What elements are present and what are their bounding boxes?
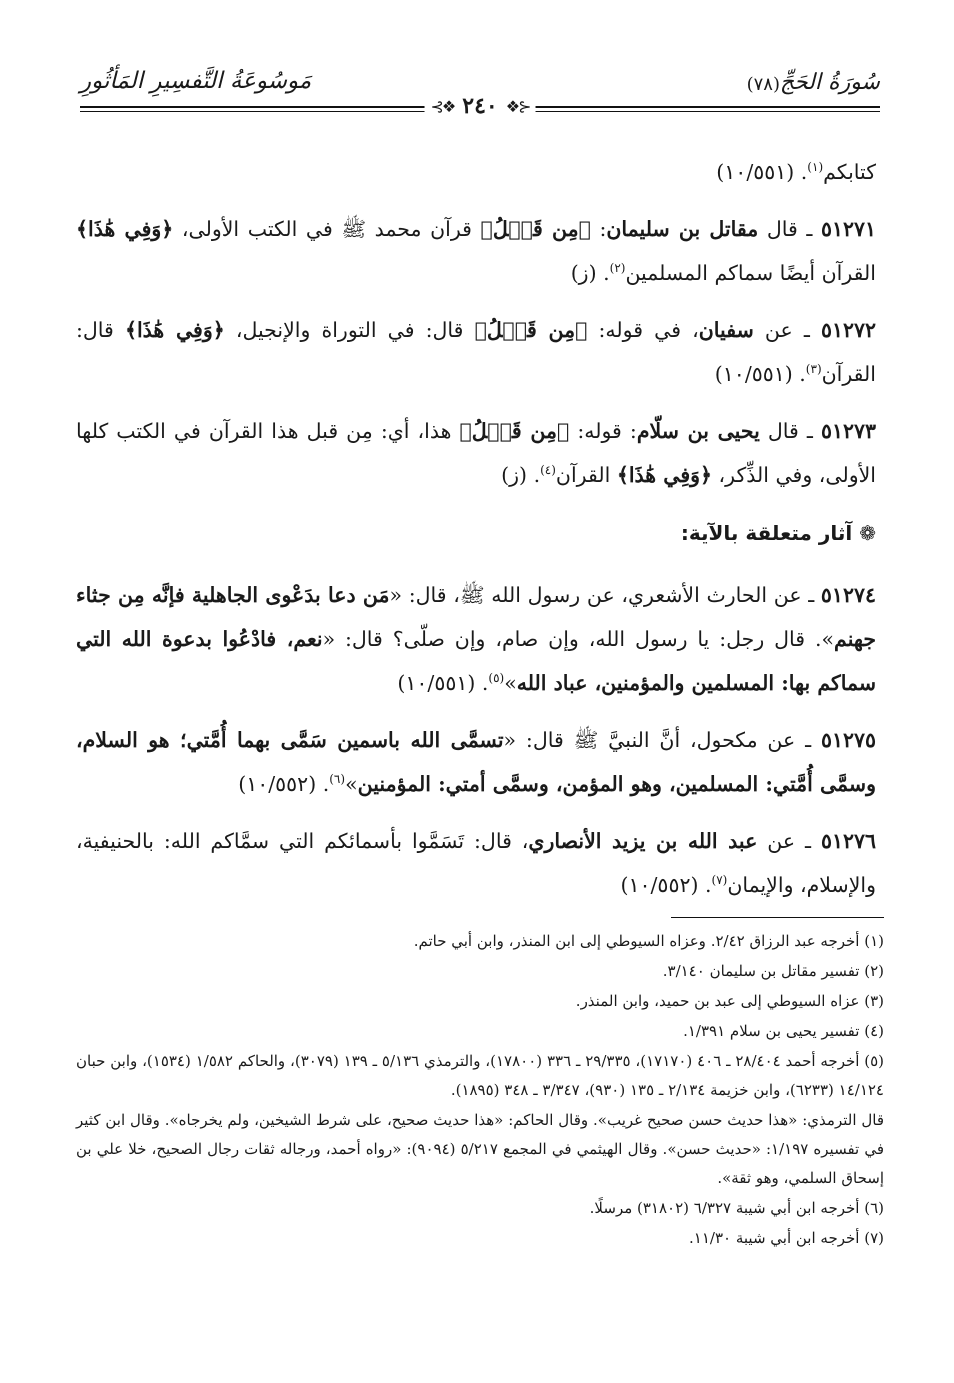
text-span: قرآن محمد ﷺ في الكتب الأولى، — [173, 217, 481, 241]
footnote-6: (٦) أخرجه ابن أبي شيبة ٦/٣٢٧ (٣١٨٠٢) مرسلًا. — [589, 1199, 884, 1217]
section-heading — [76, 513, 876, 553]
narrator-name: يحيى بن سلّام — [636, 419, 760, 443]
hadith-text: تسمَّى الله باسمين سَمَّى بهما أُمَّتي؛ هو السلام، وسمَّى أُمَّتي: المسلمين، وهو المؤمن، وسمَّى أمتي: المؤمنين — [76, 728, 876, 796]
text-span: ـ عن — [757, 829, 821, 853]
paragraph-continuation — [76, 150, 876, 194]
footnote-2: (٢) تفسير مقاتل بن سليمان ٣/١٤٠. — [662, 962, 884, 980]
text-span: ـ قال — [758, 217, 821, 241]
athar-number: ٥١٢٧٢ — [820, 318, 876, 342]
quran-quote: ﴿وَفِي هَٰذَا﴾ — [76, 217, 174, 241]
page-number: ٢٤٠ — [462, 93, 498, 119]
section-title: آثار متعلقة بالآية: — [680, 521, 853, 545]
footnote-ref: (١) — [807, 160, 824, 175]
hadith-51275 — [76, 718, 876, 806]
footnote-ref: (٢) — [609, 261, 626, 276]
citation: . (١٠/٥٥١) — [397, 671, 489, 695]
athar-number: ٥١٢٧١ — [820, 217, 876, 241]
text-span: ـ عن الحارث الأشعري، عن رسول الله ﷺ، قال: « — [389, 583, 821, 607]
text-span: قال: في التوراة والإنجيل، — [224, 318, 475, 342]
text-span: : قوله: — [569, 419, 637, 443]
narrator-name: مقاتل بن سليمان — [606, 217, 759, 241]
footnote-4: (٤) تفسير يحيى بن سلام ١/٣٩١. — [683, 1022, 884, 1040]
narrator-name: سفيان — [698, 318, 754, 342]
ornament-icon: ⊰❖ — [505, 96, 530, 116]
footnote-ref: (٥) — [488, 671, 505, 686]
footnote-5: (٥) أخرجه أحمد ٢٨/٤٠٤ ـ ٤٠٦ (١٧١٧٠)، ٢٩/٣٣٥ ـ ٣٣٦ (١٧٨٠٠)، والترمذي ٥/١٣٦ ـ ١٣٩ (٣٠٧٩)، والحاكم ١/٥٨٢ (١٥٣٤)، وابن حبان ١٤/١٢٤ (٦٢٣٣)، وابن خزيمة ٢/١٣٤ ـ ١٣٥ (٩٣٠)، ٣/٣٤٧ ـ ٣٤٨ (١٨٩٥). — [76, 1052, 885, 1099]
footnote-ref: (٦) — [329, 772, 346, 787]
text-span: ، قال: تَسَمَّوا بأسمائكم التي سمَّاكم الله: بالحنيفية، والإسلام، والإيمان — [76, 829, 876, 897]
text-span: ـ قال — [759, 419, 821, 443]
book-title: مَوسُوعَةُ التَّفسِيرِ المَأثُورِ — [80, 68, 312, 94]
athar-51272 — [76, 308, 876, 396]
surah-name: سُورَةُ الحَجِّ — [779, 70, 880, 95]
quran-quote: ﴿مِن قَبۡلُ﴾ — [459, 419, 570, 443]
athar-number: ٥١٢٧٣ — [820, 419, 876, 443]
athar-number: ٥١٢٧٦ — [820, 829, 876, 853]
text-span: كتابكم — [823, 160, 876, 184]
narrator-name: عبد الله بن يزيد الأنصاري — [528, 829, 758, 853]
footnote-7: (٧) أخرجه ابن أبي شيبة ١١/٣٠. — [689, 1229, 884, 1247]
quran-quote: ﴿مِن قَبۡلُ﴾ — [474, 318, 588, 342]
text-span: القرآن أيضًا سماكم المسلمين — [625, 261, 876, 285]
footnote-ref: (٤) — [540, 463, 556, 478]
hadith-text: نعم، فادْعُوا بدعوة الله التي سماكم بها: المسلمين والمؤمنين، عباد الله — [76, 627, 876, 695]
citation: . (١٠/٥٥١) — [716, 160, 808, 184]
citation: . (١٠/٥٥٢) — [620, 873, 712, 897]
text-span: ، في قوله: — [587, 318, 699, 342]
surah-number: (٧٨) — [746, 74, 780, 95]
footnote-5-note: قال الترمذي: «هذا حديث حسن صحيح غريب». وقال الحاكم: «هذا حديث صحيح، على شرط الشيخين، ولم يخرجاه». وقال ابن كثير في تفسيره ١/١٩٧: «حديث حسن». وقال الهيثمي في المجمع ٥/٢١٧ (٩٠٩٤): «رواه أحمد، ورجاله ثقات رجال الصحيح، خلا علي بن إسحاق السلمي، وهو ثقة». — [76, 1111, 885, 1187]
ornament-icon: ❖⊱ — [430, 96, 455, 116]
text-span: القرآن — [555, 463, 617, 487]
text-span: قال: القرآن — [76, 318, 876, 386]
text-span: ». قال رجل: يا رسول الله، وإن صام، وإن صلّى؟ قال: « — [322, 627, 835, 651]
quran-quote: ﴿مِن قَبۡلُ﴾ — [480, 217, 591, 241]
text-span: ـ عن — [753, 318, 821, 342]
quran-quote: ﴿وَفِي هَٰذَا﴾ — [616, 463, 713, 487]
footnote-ref: (٣) — [805, 362, 822, 377]
athar-number: ٥١٢٧٤ — [820, 583, 876, 607]
citation: . (١٠/٥٥٢) — [238, 772, 330, 796]
quran-quote: ﴿وَفِي هَٰذَا﴾ — [124, 318, 225, 342]
footnotes — [76, 927, 884, 1253]
hadith-text: مَن دعا بدَعْوى الجاهلية فإنَّه مِن جثاء جهنم — [76, 583, 876, 651]
citation: . (ز) — [570, 261, 610, 285]
page-number-box — [425, 93, 536, 119]
text-span: » — [504, 671, 517, 695]
athar-51273 — [76, 409, 876, 497]
footnote-ref: (٧) — [711, 873, 728, 888]
flower-icon: ❁ — [852, 521, 876, 545]
athar-number: ٥١٢٧٥ — [820, 728, 876, 752]
main-text — [76, 150, 876, 920]
text-span: » — [345, 772, 358, 796]
text-span: ـ عن مكحول، أنَّ النبيَّ ﷺ قال: « — [503, 728, 821, 752]
footnote-3: (٣) عزاه السيوطي إلى عبد بن حميد، وابن المنذر. — [575, 992, 884, 1010]
citation: . (١٠/٥٥١) — [714, 362, 806, 386]
text-span: : — [590, 217, 607, 241]
hadith-51274 — [76, 573, 876, 705]
footnote-separator — [671, 917, 884, 918]
athar-51276 — [76, 819, 876, 907]
running-header — [80, 58, 880, 128]
text-span: هذا، أي: مِن قبل هذا القرآن في الكتب كلها الأولى، وفي الذِّكر، — [76, 419, 876, 487]
athar-51271 — [76, 207, 876, 295]
citation: . (ز) — [501, 463, 541, 487]
footnote-1: (١) أخرجه عبد الرزاق ٢/٤٢. وعزاه السيوطي إلى ابن المنذر، وابن أبي حاتم. — [413, 932, 884, 950]
